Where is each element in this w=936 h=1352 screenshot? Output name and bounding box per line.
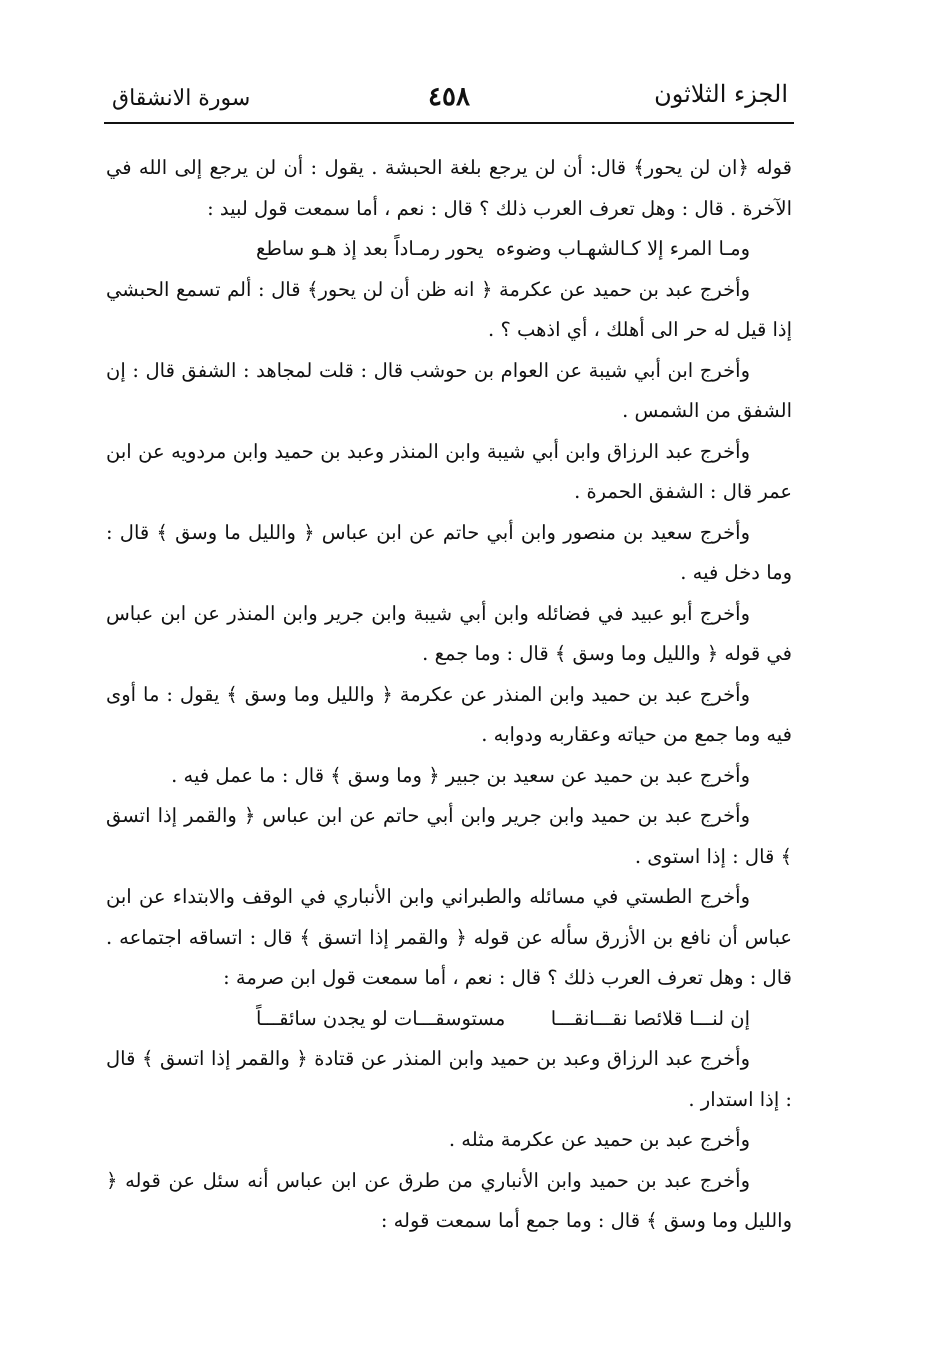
paragraph: وأخرج سعيد بن منصور وابن أبي حاتم عن ابن عباس ﴿ والليل ما وسق ﴾ قال : وما دخل فيه .	[106, 520, 792, 584]
page-number: ٤٥٨	[428, 82, 470, 112]
paragraph: وأخرج عبد بن حميد عن عكرمة ﴿ انه ظن أن لن يحور﴾ قال : ألم تسمع الحبشي إذا قيل له حر الى أهلك ، أي اذهب ؟ .	[106, 277, 792, 341]
verse-second-hemistich: يحور رمـاداً بعد إذ هـو ساطع	[256, 237, 484, 260]
paragraph: وأخرج عبد بن حميد وابن المنذر عن عكرمة ﴿ والليل وما وسق ﴾ يقول : ما أوى فيه وما جمع من حياته وعقاربه ودوابه .	[106, 682, 792, 746]
page-header	[104, 60, 794, 124]
paragraph: وأخرج عبد الرزاق وابن أبي شيبة وابن المنذر وعبد بن حميد وابن مردويه عن ابن عمر قال : الشفق الحمرة .	[106, 439, 792, 503]
verse-second-hemistich: مستوسقـــات لو يجدن سائقـــاً	[256, 1006, 506, 1030]
poem-verse	[106, 999, 792, 1040]
verse-first-hemistich: إن لنـــا قلائصا نقـــانقـــا	[550, 1006, 750, 1030]
verse-first-hemistich: ومـا المرء إلا كـالشهـاب وضوءه	[495, 237, 750, 260]
part-title: الجزء الثلاثون	[654, 80, 788, 108]
paragraph: وأخرج عبد بن حميد عن عكرمة مثله .	[448, 1128, 750, 1151]
paragraph: وأخرج عبد بن حميد وابن جرير وابن أبي حاتم عن ابن عباس ﴿ والقمر إذا اتسق ﴾ قال : إذا استوى .	[106, 804, 792, 868]
paragraph: وأخرج عبد الرزاق وعبد بن حميد وابن المنذر عن قتادة ﴿ والقمر إذا اتسق ﴾ قال : إذا استدار .	[106, 1047, 792, 1111]
paragraph: وأخرج الطستي في مسائله والطبراني وابن الأنباري في الوقف والابتداء عن ابن عباس أن نافع بن الأزرق سأله عن قوله ﴿ والقمر إذا اتسق ﴾ قال : اتساقه اجتماعه . قال : وهل تعرف العرب ذلك ؟ قال : نعم ، أما سمعت قول ابن صرمة :	[106, 885, 792, 989]
paragraph: قوله ﴿ان لن يحور﴾ قال: أن لن يرجع بلغة الحبشة . يقول : أن لن يرجع إلى الله في الآخرة . قال : وهل تعرف العرب ذلك ؟ قال : نعم ، أما سمعت قول لبيد :	[106, 156, 792, 220]
page-body	[106, 148, 792, 1292]
paragraph: وأخرج ابن أبي شيبة عن العوام بن حوشب قال : قلت لمجاهد : الشفق قال : إن الشفق من الشمس .	[106, 358, 792, 422]
poem-verse	[106, 229, 792, 270]
paragraph: وأخرج أبو عبيد في فضائله وابن أبي شيبة وابن جرير وابن المنذر عن ابن عباس في قوله ﴿ والليل وما وسق ﴾ قال : وما جمع .	[106, 601, 792, 665]
paragraph: وأخرج عبد بن حميد وابن الأنباري من طرق عن ابن عباس أنه سئل عن قوله ﴿ والليل وما وسق ﴾ قال : وما جمع أما سمعت قوله :	[106, 1168, 792, 1232]
surah-title: سورة الانشقاق	[112, 86, 251, 111]
paragraph: وأخرج عبد بن حميد عن سعيد بن جبير ﴿ وما وسق ﴾ قال : ما عمل فيه .	[171, 763, 750, 787]
